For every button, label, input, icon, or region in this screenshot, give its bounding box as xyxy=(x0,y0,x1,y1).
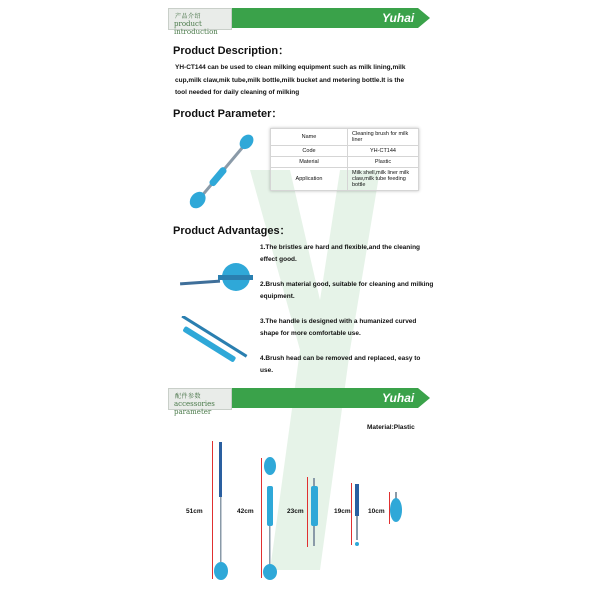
length-label-19cm: 19cm xyxy=(334,508,351,515)
param-value: YH-CT144 xyxy=(348,146,419,157)
banner-label-cn: 配件参数 xyxy=(175,393,202,400)
description-heading: Product Description： xyxy=(173,45,290,57)
param-key: Code xyxy=(271,146,348,157)
param-value: Plastic xyxy=(348,157,419,168)
brush-42cm-image xyxy=(261,456,281,582)
param-key: Material xyxy=(271,157,348,168)
brush-51cm-image xyxy=(212,440,230,582)
banner-label-box xyxy=(168,8,232,36)
brand-logo-cn: 宇海畜牧 xyxy=(422,393,431,435)
param-value: Milk shell,milk liner milk claw,milk tube feeding bottle xyxy=(348,168,419,191)
brand-logo-cn: 宇海畜牧 xyxy=(422,13,431,55)
banner-label-cn: 产品介绍 xyxy=(175,13,202,20)
advantage-item: 2.Brush material good, suitable for cleaning and milking equipment. xyxy=(260,281,434,300)
brand-logo: Yuhai xyxy=(382,11,415,25)
brush-head-image xyxy=(178,255,258,300)
banner-arrow xyxy=(418,388,430,408)
param-value: Cleaning brush for milk liner xyxy=(348,129,419,146)
param-key: Name xyxy=(271,129,348,146)
banner-label-en: accessories parameter xyxy=(174,400,215,416)
brush-19cm-image xyxy=(350,482,366,548)
advantages-heading: Product Advantages： xyxy=(173,225,291,237)
advantage-item: 3.The handle is designed with a humanized curved shape for more comfortable use. xyxy=(260,318,417,337)
product-brush-image xyxy=(178,125,268,220)
length-label-23cm: 23cm xyxy=(287,508,304,515)
brush-23cm-image xyxy=(307,476,323,550)
advantage-item: 1.The bristles are hard and flexible,and the cleaning effect good. xyxy=(260,244,421,263)
length-label-42cm: 42cm xyxy=(237,508,254,515)
parameter-heading: Product Parameter： xyxy=(173,108,283,120)
table-row xyxy=(271,146,419,157)
param-key: Application xyxy=(271,168,348,191)
accessory-material: Material:Plastic xyxy=(367,424,415,431)
brush-10cm-image xyxy=(389,490,405,526)
description-text: YH-CT144 can be used to clean milking equipment such as milk lining,milk cup,milk claw,mik tube,milk bottle,milk bucket and metering bottle.It is the tool needed for daily cleaning of milking xyxy=(175,64,406,96)
banner-label-box xyxy=(168,388,232,416)
banner-arrow xyxy=(418,8,430,28)
banner-bar xyxy=(232,8,431,55)
table-row xyxy=(271,168,419,191)
brand-logo: Yuhai xyxy=(382,391,415,405)
table-row xyxy=(271,129,419,146)
banner-label-en: product introduction xyxy=(174,20,218,36)
brush-handle-image xyxy=(172,316,252,364)
parameter-table xyxy=(270,128,419,191)
length-label-51cm: 51cm xyxy=(186,508,203,515)
advantage-item: 4.Brush head can be removed and replaced, easy to use. xyxy=(260,355,421,374)
length-label-10cm: 10cm xyxy=(368,508,385,515)
table-row xyxy=(271,157,419,168)
